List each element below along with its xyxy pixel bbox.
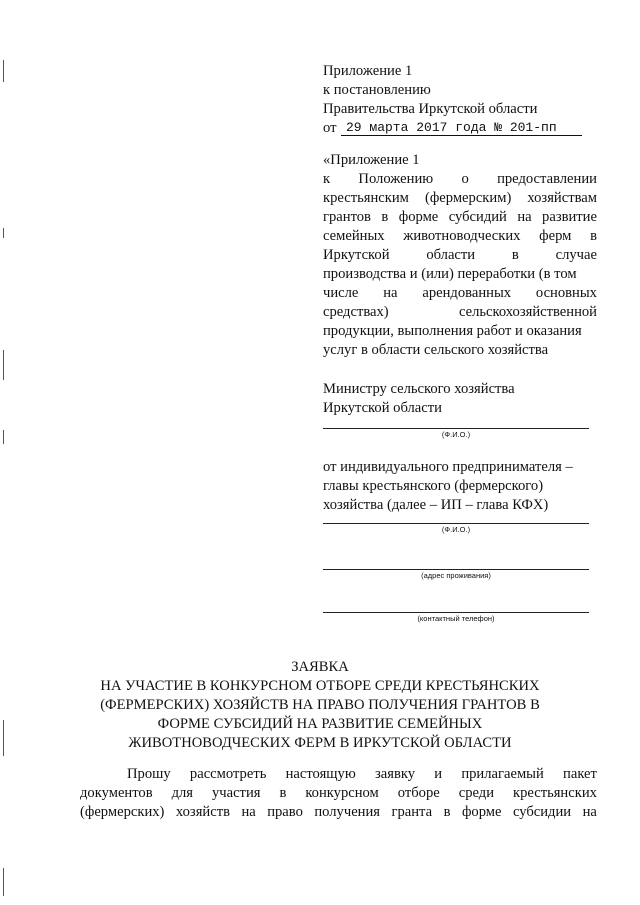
header-date-underline — [341, 135, 582, 136]
regulation-line: производства и (или) переработки (в том — [323, 266, 577, 282]
header-appendix-number: Приложение 1 — [323, 63, 413, 79]
scan-edge-mark — [3, 60, 4, 82]
regulation-line: крестьянским (фермерским) хозяйствам — [323, 190, 597, 206]
scan-edge-mark — [3, 350, 4, 380]
applicant-address-field[interactable] — [323, 569, 589, 570]
applicant-phone-field[interactable] — [323, 612, 589, 613]
header-government: Правительства Иркутской области — [323, 101, 538, 117]
addressee-line: Министру сельского хозяйства — [323, 381, 515, 397]
document-subtitle-line: ФОРМЕ СУБСИДИЙ НА РАЗВИТИЕ СЕМЕЙНЫХ — [157, 716, 483, 732]
applicant-fio-caption: (Ф.И.О.) — [441, 525, 471, 534]
body-paragraph-line: (фермерских) хозяйств на право получения гранта в форме субсидии на — [80, 804, 597, 820]
header-resolution: к постановлению — [323, 82, 431, 98]
applicant-line: от индивидуального предпринимателя – — [323, 459, 573, 475]
regulation-line: продукции, выполнения работ и оказания — [323, 323, 582, 339]
scan-edge-mark — [3, 228, 4, 238]
document-subtitle-line: (ФЕРМЕРСКИХ) ХОЗЯЙСТВ НА ПРАВО ПОЛУЧЕНИЯ ГРАНТОВ В — [100, 697, 540, 713]
addressee-fio-field[interactable] — [323, 428, 589, 429]
regulation-line: «Приложение 1 — [323, 152, 420, 168]
scan-edge-mark — [3, 868, 4, 896]
regulation-line: числе на арендованных основных — [323, 285, 597, 301]
body-paragraph-line: документов для участия в конкурсном отборе среди крестьянских — [80, 785, 597, 801]
applicant-fio-field[interactable] — [323, 523, 589, 524]
regulation-line: услуг в области сельского хозяйства — [323, 342, 549, 358]
regulation-line: Иркутской области в случае — [323, 247, 597, 263]
regulation-line: к Положению о предоставлении — [323, 171, 597, 187]
document-title: ЗАЯВКА — [291, 659, 349, 675]
header-date-prefix: от — [323, 120, 337, 136]
applicant-line: главы крестьянского (фермерского) — [323, 478, 544, 494]
document-subtitle-line: ЖИВОТНОВОДЧЕСКИХ ФЕРМ В ИРКУТСКОЙ ОБЛАСТИ — [128, 735, 512, 751]
header-date-value: 29 марта 2017 года № 201-пп — [346, 120, 557, 135]
regulation-line: средствах) сельскохозяйственной — [323, 304, 597, 320]
addressee-line: Иркутской области — [323, 400, 442, 416]
body-paragraph-line: Прошу рассмотреть настоящую заявку и прилагаемый пакет — [127, 766, 597, 782]
applicant-address-caption: (адрес проживания) — [421, 571, 491, 580]
regulation-line: семейных животноводческих ферм в — [323, 228, 597, 244]
addressee-fio-caption: (Ф.И.О.) — [441, 430, 471, 439]
document-subtitle-line: НА УЧАСТИЕ В КОНКУРСНОМ ОТБОРЕ СРЕДИ КРЕСТЬЯНСКИХ — [100, 678, 540, 694]
applicant-line: хозяйства (далее – ИП – глава КФХ) — [323, 497, 549, 513]
regulation-line: грантов в форме субсидий на развитие — [323, 209, 597, 225]
applicant-phone-caption: (контактный телефон) — [417, 614, 495, 623]
scan-edge-mark — [3, 430, 4, 444]
